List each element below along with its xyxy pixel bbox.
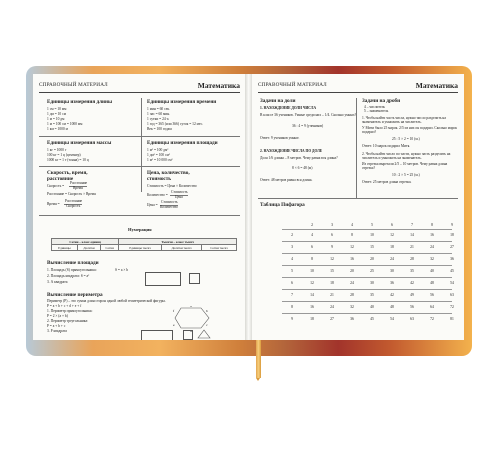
- length-line: 1 м = 10 дм: [47, 117, 65, 121]
- numbering-cell: Десятки тысяч: [161, 245, 201, 251]
- fraction-answer: Ответ: 10 марок подарил Митя.: [362, 144, 411, 148]
- numbering-cell: Единицы тысяч: [119, 245, 162, 251]
- time-formula-lhs: Время =: [47, 202, 60, 206]
- left-page: [33, 74, 246, 340]
- pythagoras-cell: 25: [370, 269, 374, 273]
- area-calc-line: 2. Площадь квадрата: S = a²: [47, 274, 90, 278]
- pythagoras-cell: 63: [410, 317, 414, 321]
- fraction-equation: 10 : 2 × 5 = 25 (м.): [392, 173, 420, 177]
- time-title: Единицы измерения времени: [147, 99, 217, 105]
- pythagoras-cell: 10: [370, 233, 374, 237]
- fraction-number-problem: В классе 36 учеников. Умные среди них – 1/4. Сколько умных?: [260, 113, 357, 117]
- pythagoras-cell: 30: [370, 281, 374, 285]
- pythagoras-cell: 48: [430, 281, 434, 285]
- pythagoras-cell: 40: [430, 269, 434, 273]
- price-formula: Стоимость = Цена × Количество: [147, 184, 197, 188]
- speed-formula-num: Расстояние: [70, 181, 88, 185]
- pythagoras-cell: 40: [370, 305, 374, 309]
- numbering-header: Тысячи – класс тысяч: [119, 239, 237, 245]
- pythagoras-cell: 72: [450, 305, 454, 309]
- length-line: 1 км = 1000 м: [47, 127, 68, 131]
- pythagoras-cell: 32: [350, 305, 354, 309]
- section-divider: [39, 166, 240, 167]
- header-title: Математика: [415, 81, 458, 90]
- qty-formula-den: Цена: [175, 195, 183, 199]
- mass-title: Единицы измерения массы: [47, 140, 112, 146]
- area-calc-line: 3. А квадрата: [47, 280, 68, 284]
- fraction-term: 5 – знаменатель: [364, 109, 389, 113]
- pythagoras-header: 2: [311, 223, 313, 227]
- fraction-number-subtitle: 1. НАХОЖДЕНИЕ ДОЛИ ЧИСЛА: [260, 106, 317, 110]
- time-formula-num: Расстояние: [65, 199, 83, 203]
- mass-line: 1 кг = 1000 г: [47, 148, 67, 152]
- side-label: d: [190, 329, 192, 333]
- column-divider: [141, 98, 142, 192]
- pythagoras-header: 6: [391, 223, 393, 227]
- perimeter-title: Вычисление периметра: [47, 292, 103, 298]
- fraction-rule: 2. Чтобы найти число по части, нужно часть разделить на числитель и умножить на знаменатель.: [362, 152, 451, 161]
- pythagoras-cell: 12: [330, 257, 334, 261]
- side-label: a: [190, 306, 192, 308]
- pythagoras-header: 3: [331, 223, 333, 227]
- numbering-cell: Единицы: [52, 245, 78, 251]
- fraction-rule: 1. Чтобы найти часть числа, нужно число разделить на знаменатель и умножить на числитель.: [362, 116, 446, 125]
- numbering-cell: Сотни: [101, 245, 119, 251]
- speed-title: расстояние: [47, 176, 74, 182]
- length-line: 1 см = 10 мм: [47, 107, 67, 111]
- numbering-cell: Сотни тысяч: [202, 245, 237, 251]
- time-line: 1 час = 60 мин.: [147, 112, 171, 116]
- area-units-line: 1 м² = 100 дм²: [147, 148, 169, 152]
- time-formula-den: Скорость: [66, 204, 81, 208]
- section-divider: [39, 136, 240, 137]
- pythagoras-cell: 63: [450, 293, 454, 297]
- unit-price-den: Количество: [160, 205, 178, 209]
- pythagoras-cell: 15: [370, 245, 374, 249]
- pythagoras-cell: 9: [331, 245, 333, 249]
- pythagoras-cell: 36: [450, 257, 454, 261]
- header-title: Математика: [197, 81, 240, 90]
- pythagoras-cell: 21: [410, 245, 414, 249]
- time-line: Век = 100 годам: [147, 127, 172, 131]
- price-title: Цена, количество,: [147, 170, 190, 176]
- fraction-problem: У Мити было 25 марок. 2/5 из них он подарил. Сколько марок подарил?: [362, 126, 457, 135]
- side-label: c: [206, 323, 208, 327]
- fraction-number-answer: Ответ: 48 метров равна вся длина.: [260, 178, 313, 182]
- unit-price-lhs: Цена =: [147, 203, 158, 207]
- pythagoras-cell: 72: [430, 317, 434, 321]
- pythagoras-cell: 81: [450, 317, 454, 321]
- fraction-answer: Ответ: 25 метров длина отрезка.: [362, 180, 412, 184]
- pythagoras-cell: 6: [331, 233, 333, 237]
- pythagoras-cell: 12: [350, 245, 354, 249]
- area-units-line: 1 дм² = 100 см²: [147, 153, 170, 157]
- length-title: Единицы измерения длины: [47, 99, 113, 105]
- side-label: f: [173, 309, 175, 313]
- header-label: СПРАВОЧНЫЙ МАТЕРИАЛ: [258, 82, 327, 88]
- qty-formula-lhs: Количество =: [147, 193, 168, 197]
- page-header: [39, 81, 240, 93]
- qty-formula-num: Стоимость: [171, 190, 188, 194]
- square-shape: [189, 273, 200, 284]
- pythagoras-cell: 4: [311, 233, 313, 237]
- section-divider: [258, 198, 458, 199]
- mass-line: 100 кг = 1 ц (центнер): [47, 153, 81, 157]
- page-header: [258, 81, 458, 93]
- pythagoras-cell: 28: [410, 257, 414, 261]
- pythagoras-cell: 35: [410, 269, 414, 273]
- area-units-line: 1 м² = 10 000 см²: [147, 158, 173, 162]
- fraction-number-equation: 8 × 6 = 48 (м): [292, 166, 313, 170]
- pythagoras-row-header: 5: [291, 269, 293, 273]
- side-label: e: [173, 323, 175, 327]
- pythagoras-cell: 36: [390, 281, 394, 285]
- numbering-cell: Десятки: [77, 245, 100, 251]
- speed-title: Скорость, время,: [47, 170, 88, 176]
- pythagoras-cell: 14: [410, 233, 414, 237]
- pythagoras-cell: 16: [350, 257, 354, 261]
- pythagoras-cell: 24: [350, 281, 354, 285]
- pythagoras-cell: 49: [410, 293, 414, 297]
- pythagoras-cell: 10: [310, 269, 314, 273]
- pythagoras-cell: 27: [330, 317, 334, 321]
- speed-formula-den: Время: [73, 186, 83, 190]
- pythagoras-cell: 36: [350, 317, 354, 321]
- pythagoras-cell: 12: [310, 281, 314, 285]
- pythagoras-cell: 16: [430, 233, 434, 237]
- pythagoras-cell: 54: [390, 317, 394, 321]
- hexagon-shape: [175, 308, 209, 328]
- fraction-number-problem: Доля 1/6 длины – 8 метров. Чему равна вся длина?: [260, 156, 338, 160]
- pythagoras-cell: 35: [370, 293, 374, 297]
- numbering-title: Нумерация: [128, 227, 152, 232]
- area-calc-formula: S = a × b: [115, 268, 129, 272]
- area-calc-line: 1. Площадь (S) прямоугольника:: [47, 268, 97, 272]
- pythagoras-cell: 32: [430, 257, 434, 261]
- pythagoras-row-header: 8: [291, 305, 293, 309]
- fraction-number-subtitle: 2. НАХОЖДЕНИЕ ЧИСЛА ПО ДОЛЕ: [260, 149, 323, 153]
- area-units-title: Единицы измерения площади: [147, 140, 218, 146]
- pythagoras-cell: 24: [330, 305, 334, 309]
- fraction-number-answer: Ответ: 9 учеников умные.: [260, 136, 300, 140]
- pythagoras-title: Таблица Пифагора: [260, 202, 305, 208]
- pythagoras-cell: 27: [450, 245, 454, 249]
- fraction-equation: 25 : 5 × 2 = 10 (м.): [392, 137, 420, 141]
- pythagoras-cell: 16: [310, 305, 314, 309]
- pythagoras-row-header: 2: [291, 233, 293, 237]
- perimeter-line: Периметр (P) – это сумма длин сторон одной любой геометрической фигуры.: [47, 299, 166, 303]
- length-line: 1 м = 100 см = 1000 мм: [47, 122, 83, 126]
- fraction-number-title: Задачи на доли: [260, 98, 296, 104]
- right-page: [252, 74, 464, 340]
- pythagoras-cell: 45: [450, 269, 454, 273]
- pythagoras-header: 5: [371, 223, 373, 227]
- pythagoras-cell: 21: [330, 293, 334, 297]
- pythagoras-cell: 56: [430, 293, 434, 297]
- bookmark-ribbon: [256, 338, 261, 378]
- mass-line: 1000 кг = 1 т (тонна) = 10 ц: [47, 158, 89, 162]
- fraction-number-equation: 36 : 4 = 9 (учеников): [292, 124, 324, 128]
- pythagoras-header: 7: [411, 223, 413, 227]
- pythagoras-cell: 12: [390, 233, 394, 237]
- pythagoras-cell: 42: [390, 293, 394, 297]
- pythagoras-header: 8: [431, 223, 433, 227]
- pythagoras-cell: 15: [330, 269, 334, 273]
- pythagoras-row-header: 3: [291, 245, 293, 249]
- rectangle-shape: [145, 272, 181, 286]
- perimeter-line: 1. Периметр прямоугольника:: [47, 309, 93, 313]
- pythagoras-cell: 28: [350, 293, 354, 297]
- numbering-table: [51, 238, 237, 251]
- pythagoras-row-header: 7: [291, 293, 293, 297]
- pythagoras-cell: 48: [390, 305, 394, 309]
- pythagoras-cell: 24: [390, 257, 394, 261]
- perimeter-line: 3. Р квадрата: [47, 329, 67, 333]
- header-label: СПРАВОЧНЫЙ МАТЕРИАЛ: [39, 82, 108, 88]
- pythagoras-cell: 45: [370, 317, 374, 321]
- pythagoras-cell: 18: [450, 233, 454, 237]
- column-divider: [356, 98, 357, 198]
- pythagoras-cell: 18: [310, 317, 314, 321]
- unit-price-num: Стоимость: [161, 200, 178, 204]
- pythagoras-cell: 20: [350, 269, 354, 273]
- price-title: стоимость: [147, 176, 172, 182]
- pythagoras-cell: 18: [330, 281, 334, 285]
- numbering-header: Сотни – класс единиц: [52, 239, 119, 245]
- perimeter-line: P = 2 × (a + b): [47, 314, 68, 318]
- fraction-problem: Из отрезка вырезали 2/5 – 10 метров. Чему равна длина отрезка?: [362, 162, 448, 171]
- length-line: 1 дм = 10 см: [47, 112, 66, 116]
- section-divider: [39, 215, 240, 216]
- pythagoras-cell: 64: [430, 305, 434, 309]
- time-line: 1 мин = 60 сек.: [147, 107, 171, 111]
- pythagoras-header: 9: [451, 223, 453, 227]
- perimeter-line: 2. Периметр треугольника:: [47, 319, 89, 323]
- fraction-term: 4 – числитель: [364, 105, 386, 109]
- triangle-shape: [197, 329, 211, 339]
- pythagoras-cell: 8: [351, 233, 353, 237]
- speed-formula-lhs: Скорость =: [47, 184, 65, 188]
- time-line: 1 сутки = 24 ч.: [147, 117, 170, 121]
- area-calc-title: Вычисление площади: [47, 260, 99, 266]
- pythagoras-cell: 8: [311, 257, 313, 261]
- pythagoras-cell: 14: [310, 293, 314, 297]
- pythagoras-cell: 56: [410, 305, 414, 309]
- rectangle-shape: [141, 330, 173, 340]
- pythagoras-cell: 6: [311, 245, 313, 249]
- side-label: b: [206, 309, 208, 313]
- perimeter-line: P = a + b + c + d + e + f: [47, 304, 82, 308]
- square-shape: [183, 330, 193, 340]
- pythagoras-cell: 24: [430, 245, 434, 249]
- pythagoras-cell: 42: [410, 281, 414, 285]
- speed-formula: Расстояние = Скорость × Время: [47, 192, 96, 196]
- pythagoras-cell: 30: [390, 269, 394, 273]
- pythagoras-row-header: 9: [291, 317, 293, 321]
- pythagoras-row-header: 4: [291, 257, 293, 261]
- pythagoras-cell: 54: [450, 281, 454, 285]
- pythagoras-header: 4: [351, 223, 353, 227]
- fraction-tasks-title: Задачи на дроби: [362, 98, 401, 104]
- pythagoras-cell: 20: [370, 257, 374, 261]
- time-line: 1 год = 365 (или 366) суток = 12 мес.: [147, 122, 204, 126]
- pythagoras-cell: 18: [390, 245, 394, 249]
- perimeter-line: P = a + b + c: [47, 324, 66, 328]
- pythagoras-row-header: 6: [291, 281, 293, 285]
